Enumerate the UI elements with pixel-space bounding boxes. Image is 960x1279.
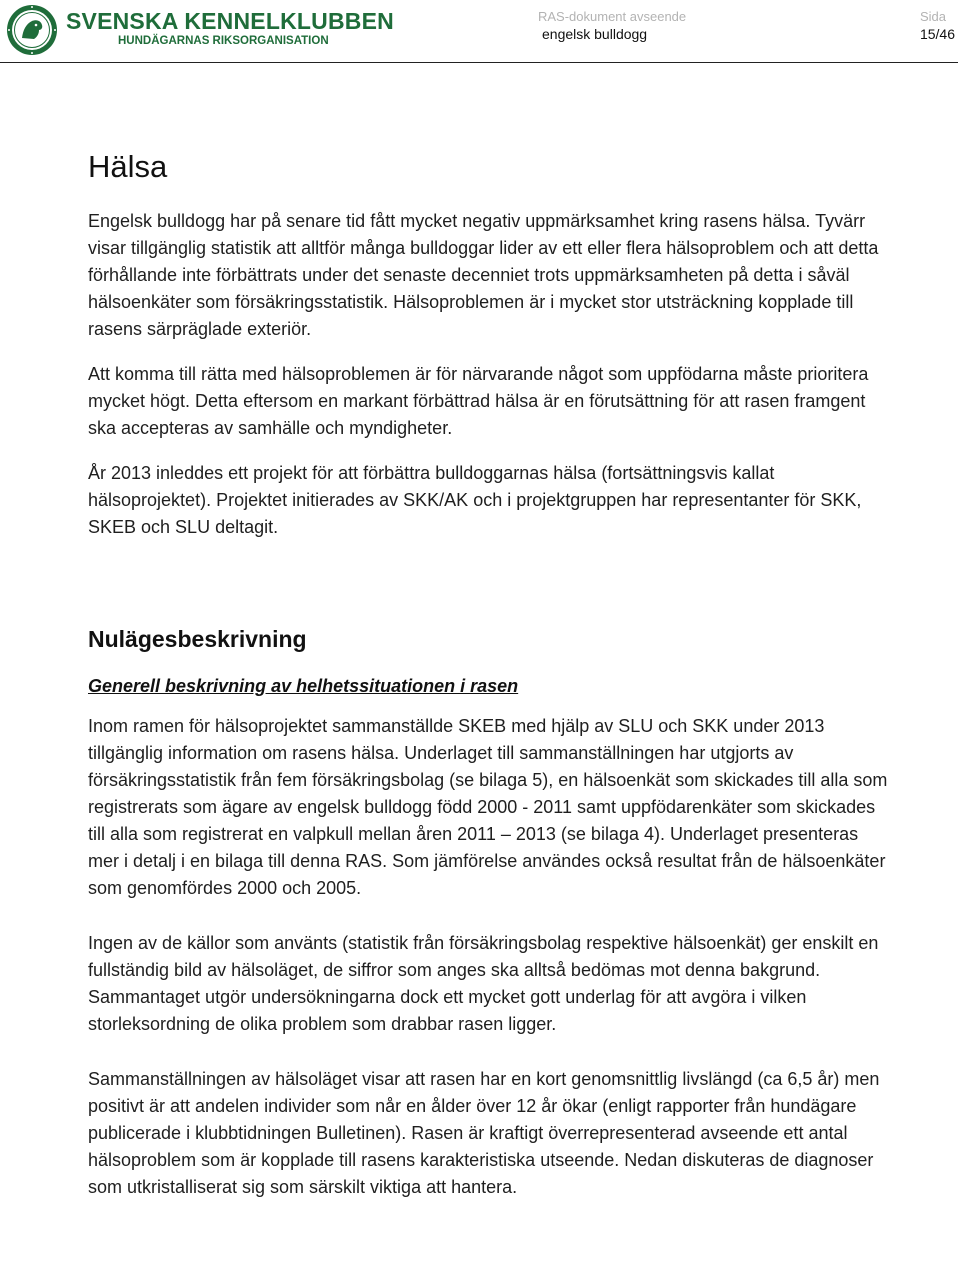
paragraph: Att komma till rätta med hälsoproblemen är för närvarande något som uppfödarna måste prioritera mycket högt. Detta eftersom en markant förbättrad hälsa är en förutsättning för att rasen framgent ska accepteras av samhälle och myndigheter.	[88, 364, 869, 438]
organization-name: SVENSKA KENNELKLUBBEN	[66, 8, 394, 34]
page-label: Sida	[919, 9, 946, 24]
paragraph: År 2013 inleddes ett projekt för att förbättra bulldoggarnas hälsa (fortsättningsvis kallat hälsoprojektet). Projektet initierades av SKK/AK och i projektgruppen har representanter för SKK, SKEB och SLU deltagit.	[88, 463, 862, 537]
page-header	[0, 0, 960, 66]
subsection-title: Generell beskrivning av helhetssituationen i rasen	[88, 676, 519, 696]
paragraph: Ingen av de källor som använts (statistik från försäkringsbolag respektive hälsoenkät) ger enskilt en fullständig bild av hälsoläget, de siffror som anges ska alltså bedömas mot denna bakgrund. Sammantaget utgör undersökningarna dock ett mycket gott underlag för att avgöra i vilken storleksordning de olika problem som drabbar rasen ligger.	[88, 933, 879, 1034]
page-number: 15/46	[919, 26, 955, 42]
document-breed: engelsk bulldogg	[542, 26, 648, 42]
document-type-label: RAS-dokument avseende	[538, 9, 687, 24]
organization-subtitle: HUNDÄGARNAS RIKSORGANISATION	[118, 35, 329, 47]
paragraph: Engelsk bulldogg har på senare tid fått mycket negativ uppmärksamhet kring rasens hälsa. Tyvärr visar tillgänglig statistik att alltför många bulldoggar lider av ett eller flera hälsoproblem och att detta förhållande inte förbättrats under det senaste decenniet trots uppmärksamheten på detta i såväl hälsoenkäter som försäkringsstatistik. Hälsoproblemen är i mycket stor utsträckning kopplade till rasens särpräglade exteriör.	[88, 211, 879, 339]
header-divider	[0, 62, 958, 63]
section-title-health: Hälsa	[88, 149, 168, 184]
paragraph: Inom ramen för hälsoprojektet sammanställde SKEB med hjälp av SLU och SKK under 2013 tillgänglig information om rasens hälsa. Underlaget till sammanställningen har utgjorts av försäkringsstatistik från fem försäkringsbolag (se bilaga 5), en hälsoenkät som skickades till alla som registrerats som ägare av engelsk bulldogg född 2000 - 2011 samt uppfödarenkäter som skickades till alla som registrerat en valpkull mellan åren 2011 – 2013 (se bilaga 4). Underlaget presenteras mer i detalj i en bilaga till denna RAS. Som jämförelse användes också resultat från de hälsoenkäter som genomfördes 2000 och 2005.	[88, 716, 888, 898]
kennel-club-seal-logo	[6, 4, 58, 56]
section-title-current-status: Nulägesbeskrivning	[88, 626, 307, 652]
paragraph: Sammanställningen av hälsoläget visar att rasen har en kort genomsnittlig livslängd (ca 6,5 år) men positivt är att andelen individer som når en ålder över 12 år ökar (enligt rapporter från hundägare publicerade i klubbtidningen Bulletinen). Rasen är kraftigt överrepresenterad avseende ett antal hälsoproblem som är kopplade till rasens karakteristiska utseende. Nedan diskuteras de diagnoser som utkristalliserat sig som särskilt viktiga att hantera.	[88, 1069, 880, 1197]
document-body	[88, 146, 888, 1219]
